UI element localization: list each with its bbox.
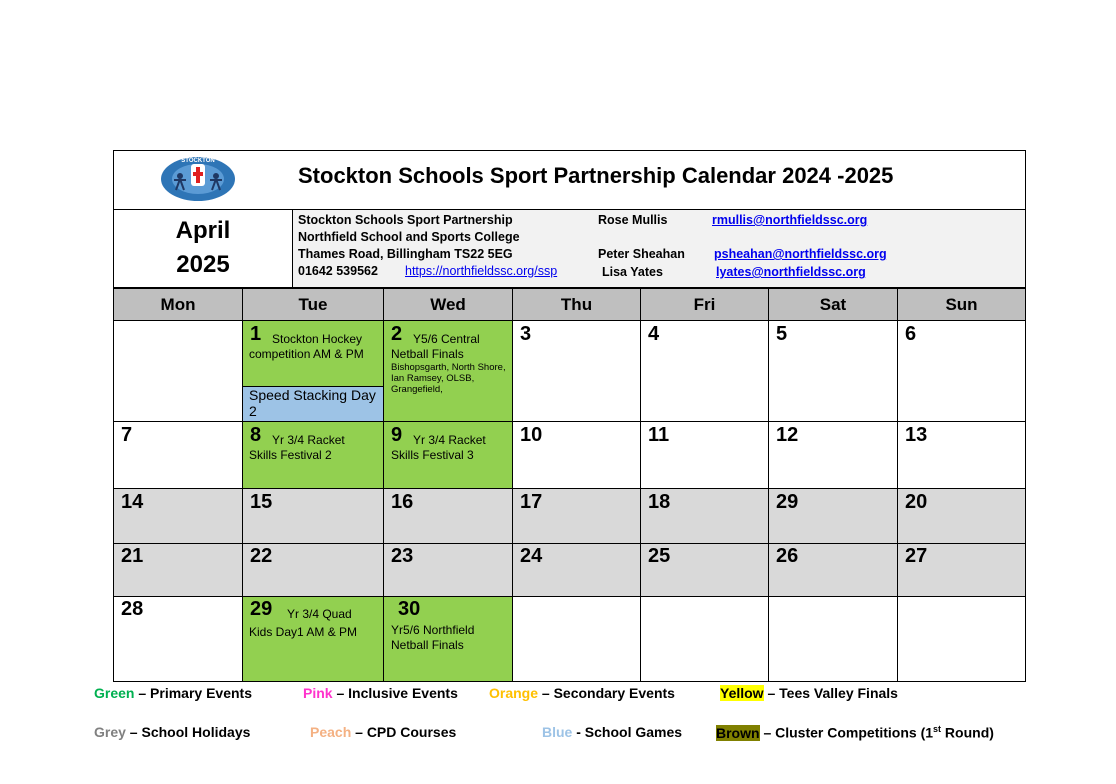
day-number: 29 <box>776 491 799 513</box>
legend-desc: – CPD Courses <box>351 724 457 740</box>
day-cell-empty <box>897 596 1026 682</box>
legend-orange <box>489 685 675 701</box>
legend-grey <box>94 724 250 740</box>
legend-word: Orange <box>489 685 539 701</box>
day-number: 29 <box>250 598 273 620</box>
day-number: 22 <box>250 545 273 567</box>
legend-desc: – Tees Valley Finals <box>763 685 898 701</box>
weekday-header-fri: Fri <box>640 288 769 321</box>
legend-word: Brown <box>716 724 760 741</box>
day-cell-apr-7[interactable] <box>113 421 243 489</box>
day-number: 2 <box>391 323 403 345</box>
day-number: 7 <box>121 424 133 446</box>
legend-word: Pink <box>303 685 333 701</box>
day-cell-empty <box>113 320 243 422</box>
month-name: April <box>175 217 231 244</box>
event-title: Yr 3/4 Racket <box>272 433 345 447</box>
school-name: Northfield School and Sports College <box>298 230 520 244</box>
legend-peach <box>310 724 456 740</box>
day-number: 10 <box>520 424 543 446</box>
event-title: Speed Stacking Day 2 <box>249 387 376 419</box>
weekday-header-sat: Sat <box>768 288 898 321</box>
legend-desc: – Cluster Competitions (1 <box>759 724 934 741</box>
legend-pink <box>303 685 458 701</box>
weekday-header-tue: Tue <box>242 288 384 321</box>
page-title: Stockton Schools Sport Partnership Calendar 2024 -2025 <box>298 163 894 188</box>
day-number: 25 <box>648 545 671 567</box>
legend-blue <box>542 724 682 740</box>
legend-word: Grey <box>94 724 126 740</box>
day-number: 13 <box>905 424 928 446</box>
event-title: Yr 3/4 Racket <box>413 433 486 447</box>
event-detail: Netball Finals <box>391 638 464 652</box>
email-link-rose[interactable]: rmullis@northfieldssc.org <box>712 213 868 227</box>
legend-sup: st <box>933 724 942 734</box>
day-cell-apr-6[interactable] <box>897 320 1026 422</box>
contact-name-lisa: Lisa Yates <box>602 265 663 279</box>
day-number: 6 <box>905 323 917 345</box>
event-title: Stockton Hockey <box>272 332 363 346</box>
event-detail: Skills Festival 2 <box>249 448 332 462</box>
event-title: Yr5/6 Northfield <box>391 623 475 637</box>
stockton-ssp-logo-icon <box>160 154 236 204</box>
day-number: 14 <box>121 491 144 513</box>
day-number: 11 <box>648 424 670 446</box>
legend-desc: – Inclusive Events <box>332 685 458 701</box>
day-number: 1 <box>250 323 262 345</box>
day-number: 24 <box>520 545 543 567</box>
day-cell-apr-4[interactable] <box>640 320 769 422</box>
day-number: 12 <box>776 424 799 446</box>
email-link-lisa[interactable]: lyates@northfieldssc.org <box>716 265 866 279</box>
day-cell-apr-5[interactable] <box>768 320 898 422</box>
legend-desc: – Primary Events <box>134 685 252 701</box>
day-number: 15 <box>250 491 273 513</box>
event-detail: competition AM & PM <box>249 347 364 361</box>
contact-name-rose: Rose Mullis <box>598 213 668 227</box>
month-label <box>113 214 293 282</box>
day-number: 27 <box>905 545 928 567</box>
day-number: 26 <box>776 545 799 567</box>
legend-desc: – School Holidays <box>125 724 251 740</box>
legend-yellow <box>720 685 898 701</box>
day-number: 3 <box>520 323 532 345</box>
legend-green <box>94 685 252 701</box>
legend-desc: – Secondary Events <box>538 685 675 701</box>
day-number: 21 <box>121 545 144 567</box>
weekday-header-mon: Mon <box>113 288 243 321</box>
month-year: 2025 <box>176 251 230 278</box>
event-schools: Bishopsgarth, North Shore, Ian Ramsey, OLSB, Grangefield, <box>391 362 506 395</box>
legend-word: Peach <box>310 724 352 740</box>
day-number: 8 <box>250 424 262 446</box>
legend-word: Yellow <box>720 685 764 701</box>
day-number: 20 <box>905 491 928 513</box>
event-detail: Skills Festival 3 <box>391 448 474 462</box>
day-number: 16 <box>391 491 414 513</box>
contact-name-peter: Peter Sheahan <box>598 247 685 261</box>
day-cell-empty <box>768 596 898 682</box>
legend-brown <box>716 724 994 741</box>
event-detail: Netball Finals <box>391 347 464 361</box>
org-name: Stockton Schools Sport Partnership <box>298 213 513 227</box>
event-title: Yr 3/4 Quad <box>287 607 352 621</box>
weekday-header-wed: Wed <box>383 288 513 321</box>
logo-text: STOCKTON <box>181 158 215 164</box>
website-link[interactable]: https://northfieldssc.org/ssp <box>405 264 558 278</box>
event-detail: Kids Day1 AM & PM <box>249 625 358 639</box>
day-number: 28 <box>121 598 144 620</box>
day-number: 9 <box>391 424 403 446</box>
day-cell-apr-3[interactable] <box>512 320 641 422</box>
day-number: 5 <box>776 323 788 345</box>
day-cell-empty <box>640 596 769 682</box>
weekday-header-sun: Sun <box>897 288 1026 321</box>
weekday-header-thu: Thu <box>512 288 641 321</box>
legend-word: Blue <box>542 724 573 740</box>
school-address: Thames Road, Billingham TS22 5EG <box>298 247 513 261</box>
legend-desc-end: Round) <box>941 724 994 741</box>
day-cell-empty <box>512 596 641 682</box>
day-number: 17 <box>520 491 543 513</box>
day-number: 4 <box>648 323 660 345</box>
day-number: 23 <box>391 545 414 567</box>
legend-desc: - School Games <box>572 724 683 740</box>
event-title: Y5/6 Central <box>413 332 480 346</box>
legend-word: Green <box>94 685 135 701</box>
email-link-peter[interactable]: psheahan@northfieldssc.org <box>714 247 887 261</box>
day-number: 18 <box>648 491 671 513</box>
phone-number: 01642 539562 <box>298 264 378 278</box>
day-number: 30 <box>398 598 421 620</box>
